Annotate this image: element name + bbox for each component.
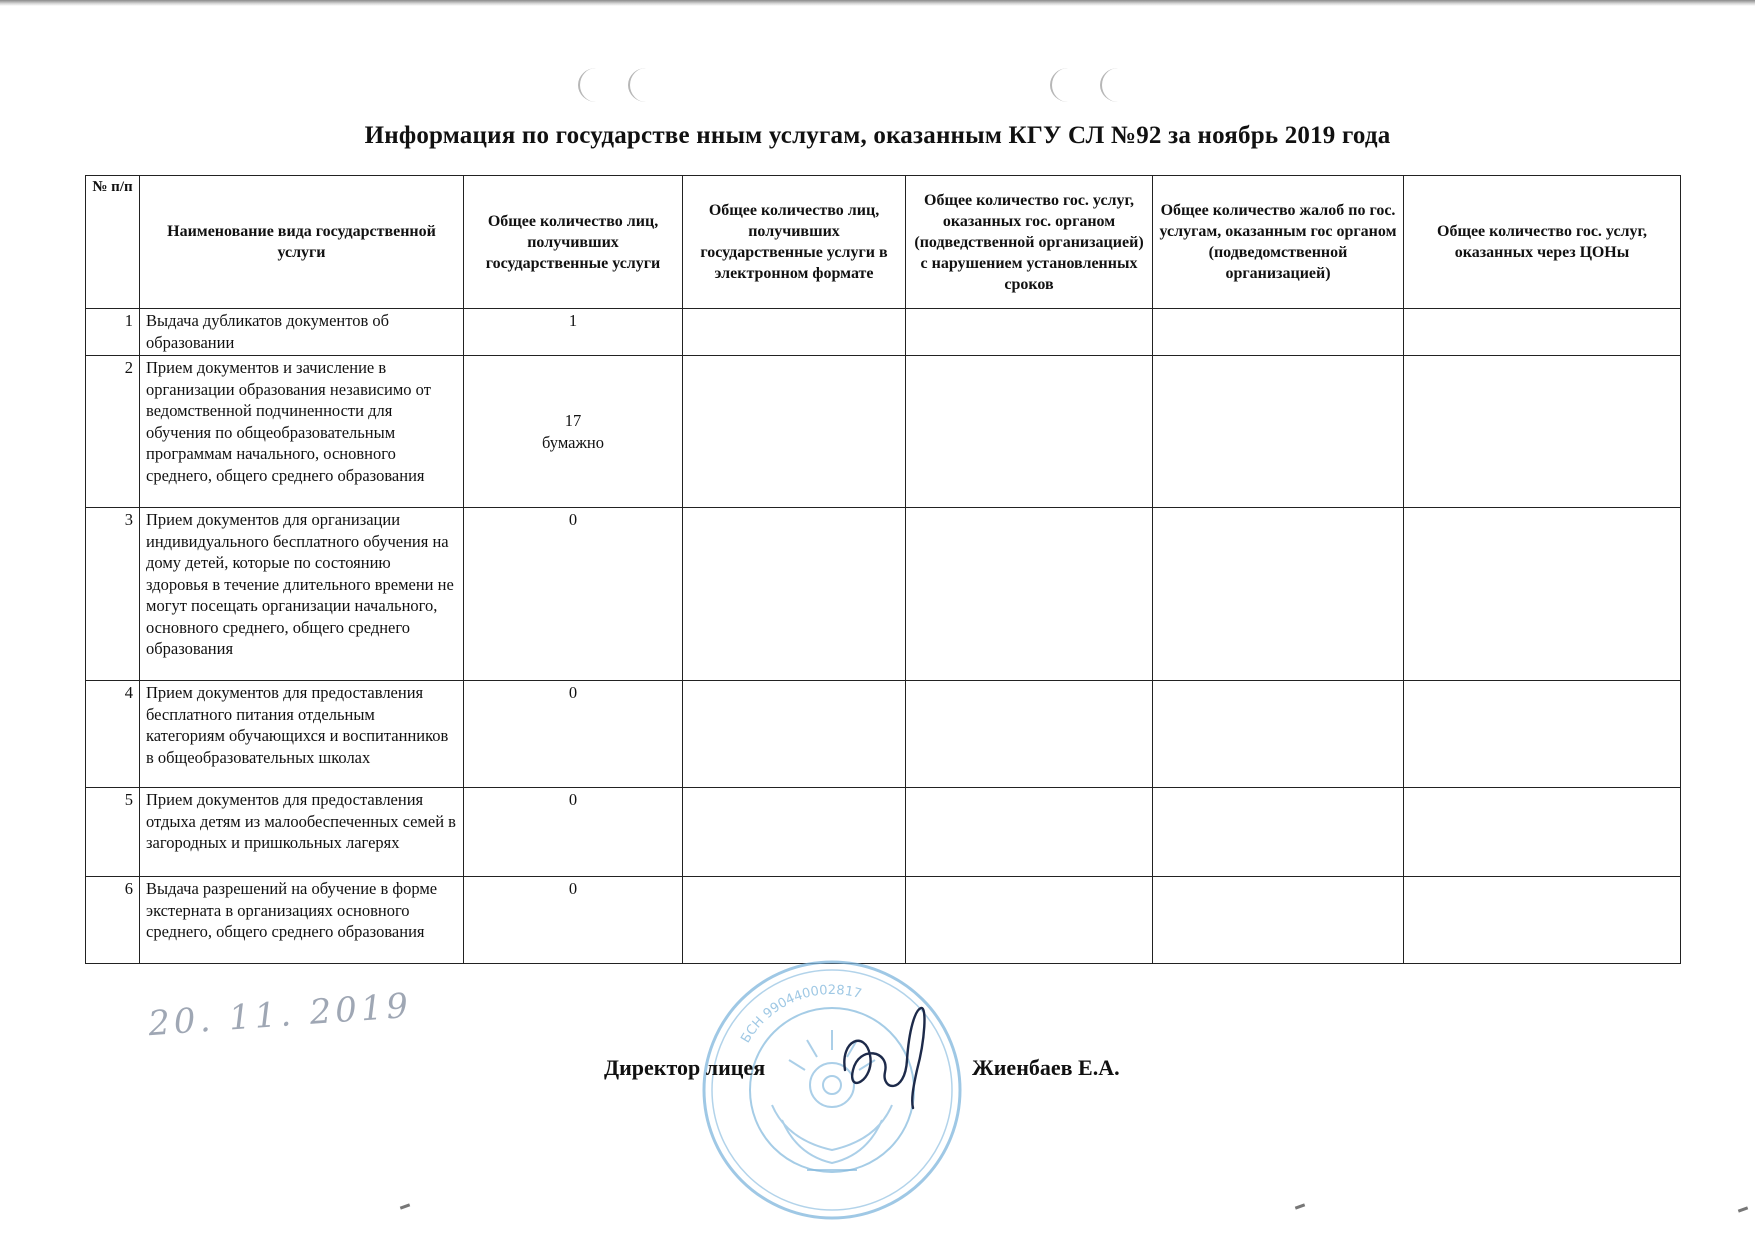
scan-mark — [1295, 1203, 1305, 1209]
row-deadline-violations — [906, 788, 1153, 877]
row-con-services — [1404, 508, 1681, 681]
row-deadline-violations — [906, 508, 1153, 681]
row-num: 4 — [86, 681, 140, 788]
row-deadline-violations — [906, 681, 1153, 788]
row-service-name: Прием документов для предоставления бесплатного питания отдельным категориям обучающихся и воспитанников в общеобразовательных школах — [140, 681, 464, 788]
table-row — [86, 356, 1681, 508]
row-con-services — [1404, 356, 1681, 508]
table-row — [86, 877, 1681, 964]
header-deadline-violations: Общее количество гос. услуг, оказанных гос. органом (подведственной организацией) с нарушением установленных сроков — [906, 176, 1153, 309]
row-total-note: бумажно — [542, 432, 604, 452]
punch-hole-mark — [628, 68, 664, 102]
row-service-name: Прием документов для организации индивидуального бесплатного обучения на дому детей, которые по состоянию здоровья в течение длительного времени не могут посещать организации начального, основного среднего, общего среднего образования — [140, 508, 464, 681]
row-total-recipients: 0 — [464, 508, 683, 681]
scan-edge — [0, 0, 1755, 6]
row-complaints — [1153, 681, 1404, 788]
header-complaints: Общее количество жалоб по гос. услугам, оказанным гос органом (подведомственной организацией) — [1153, 176, 1404, 309]
row-electronic-recipients — [683, 508, 906, 681]
table-row — [86, 309, 1681, 356]
row-deadline-violations — [906, 309, 1153, 356]
row-num: 2 — [86, 356, 140, 508]
row-complaints — [1153, 508, 1404, 681]
row-electronic-recipients — [683, 788, 906, 877]
punch-hole-mark — [578, 68, 614, 102]
row-complaints — [1153, 788, 1404, 877]
row-electronic-recipients — [683, 309, 906, 356]
services-table — [85, 175, 1681, 964]
row-deadline-violations — [906, 877, 1153, 964]
punch-hole-mark — [1050, 68, 1086, 102]
scan-mark — [1738, 1206, 1748, 1212]
row-total-recipients: 0 — [464, 788, 683, 877]
table-row — [86, 788, 1681, 877]
row-con-services — [1404, 877, 1681, 964]
handwritten-date: 20. 11. 2019 — [146, 985, 414, 1045]
row-service-name: Прием документов и зачисление в организации образования независимо от ведомственной подчиненности для обучения по общеобразовательным программам начального, основного среднего, общего среднего образования — [140, 356, 464, 508]
row-service-name: Выдача дубликатов документов об образовании — [140, 309, 464, 356]
director-name: Жиенбаев Е.А. — [972, 1055, 1120, 1080]
row-num: 3 — [86, 508, 140, 681]
header-con-services: Общее количество гос. услуг, оказанных через ЦОНы — [1404, 176, 1681, 309]
row-num: 5 — [86, 788, 140, 877]
scan-mark — [400, 1203, 410, 1209]
header-total-recipients: Общее количество лиц, получивших государственные услуги — [464, 176, 683, 309]
header-electronic-recipients: Общее количество лиц, получивших государственные услуги в электронном формате — [683, 176, 906, 309]
director-signature — [835, 1000, 935, 1110]
row-complaints — [1153, 309, 1404, 356]
stamp-text: БСН 990440002817 — [738, 982, 864, 1046]
row-electronic-recipients — [683, 877, 906, 964]
row-service-name: Выдача разрешений на обучение в форме экстерната в организациях основного среднего, общего среднего образования — [140, 877, 464, 964]
punch-hole-mark — [1100, 68, 1136, 102]
document-title: Информация по государстве нным услугам, оказанным КГУ СЛ №92 за ноябрь 2019 года — [364, 122, 1391, 149]
row-complaints — [1153, 356, 1404, 508]
row-total-recipients: 0 — [464, 681, 683, 788]
table-header-row — [86, 176, 1681, 309]
director-role: Директор лицея — [604, 1055, 766, 1080]
row-con-services — [1404, 309, 1681, 356]
table-row — [86, 508, 1681, 681]
row-con-services — [1404, 681, 1681, 788]
row-total-recipients: 1 — [464, 309, 683, 356]
row-con-services — [1404, 788, 1681, 877]
row-deadline-violations — [906, 356, 1153, 508]
header-num: № п/п — [86, 176, 140, 309]
row-total-recipients — [464, 356, 683, 508]
row-service-name: Прием документов для предоставления отдыха детям из малообеспеченных семей в загородных и пришкольных лагерях — [140, 788, 464, 877]
row-complaints — [1153, 877, 1404, 964]
row-total-recipients: 0 — [464, 877, 683, 964]
header-service-name: Наименование вида государственной услуги — [140, 176, 464, 309]
row-electronic-recipients — [683, 356, 906, 508]
row-num: 6 — [86, 877, 140, 964]
table-row — [86, 681, 1681, 788]
row-electronic-recipients — [683, 681, 906, 788]
row-num: 1 — [86, 309, 140, 356]
row-total-value: 17 — [564, 411, 582, 430]
